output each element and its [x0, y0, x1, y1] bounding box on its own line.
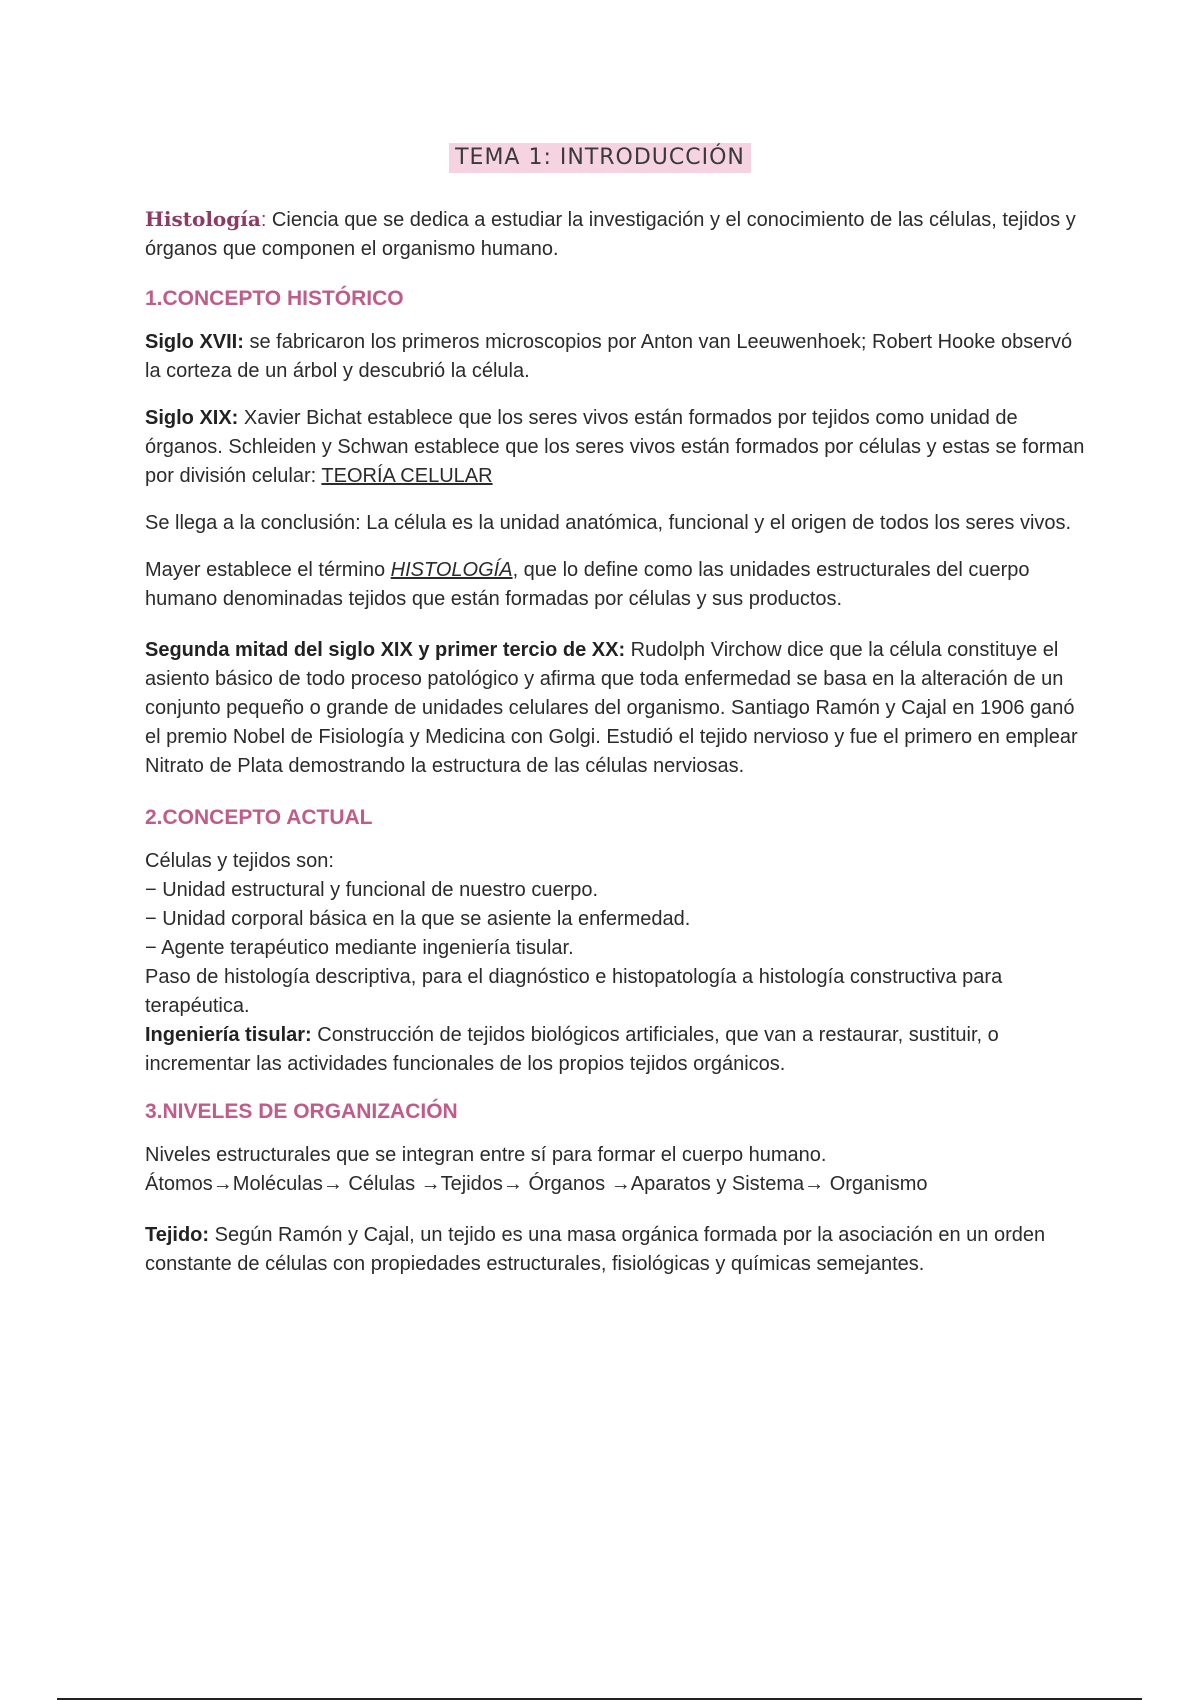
paso-text: Paso de histología descriptiva, para el diagnóstico e histopatología a histología constructiva para terapéutica. [145, 966, 1003, 1017]
conclusion-paragraph: Se llega a la conclusión: La célula es la unidad anatómica, funcional y el origen de todos los seres vivos. [145, 512, 1072, 534]
histologia-term: HISTOLOGÍA [390, 559, 513, 581]
siglo-xvii-paragraph [145, 328, 1090, 386]
section-2-heading: 2.CONCEPTO ACTUAL [145, 806, 373, 829]
intro-term: Histología [145, 207, 261, 231]
tejido-paragraph [145, 1221, 1090, 1279]
mayer-pre: Mayer establece el término [145, 559, 391, 581]
niveles-line: Niveles estructurales que se integran entre sí para formar el cuerpo humano. [145, 1144, 827, 1166]
tejido-text: Según Ramón y Cajal, un tejido es una masa orgánica formada por la asociación en un orden constante de células con propiedades estructurales, fisiológicas y químicas semejantes. [145, 1224, 1046, 1275]
list-item: − Agente terapéutico mediante ingeniería tisular. [145, 937, 574, 959]
intro-colon: : [260, 209, 267, 231]
mayer-post: , que lo define como las unidades estructurales del cuerpo humano denominadas tejidos que están formadas por células y sus productos. [145, 559, 1030, 610]
intro-paragraph [145, 205, 1090, 264]
intro-text: Ciencia que se dedica a estudiar la investigación y el conocimiento de las células, tejidos y órganos que componen el organismo humano. [145, 209, 1076, 260]
concepto-actual-block [145, 847, 1090, 1079]
siglo-xvii-text: se fabricaron los primeros microscopios por Anton van Leeuwenhoek; Robert Hooke observó la corteza de un árbol y descubrió la célula. [145, 331, 1073, 382]
ingenieria-text: Construcción de tejidos biológicos artificiales, que van a restaurar, sustituir, o incrementar las actividades funcionales de los propios tejidos orgánicos. [145, 1024, 999, 1075]
siglo-xix-label: Siglo XIX: [145, 407, 239, 429]
document-body [145, 205, 1090, 1297]
ingenieria-line [145, 1021, 1090, 1079]
title-container [0, 143, 1200, 173]
siglo-xix-paragraph [145, 404, 1090, 491]
page-title: TEMA 1: INTRODUCCIÓN [449, 143, 751, 173]
niveles-sequence: Átomos→Moléculas→ Células →Tejidos→ Órganos →Aparatos y Sistema→ Organismo [145, 1173, 928, 1195]
tejido-label: Tejido: [145, 1224, 210, 1246]
list-item: − Unidad estructural y funcional de nuestro cuerpo. [145, 879, 599, 901]
niveles-block [145, 1141, 1090, 1199]
list-item: − Unidad corporal básica en la que se asiente la enfermedad. [145, 908, 691, 930]
mayer-paragraph [145, 556, 1090, 614]
segunda-mitad-label: Segunda mitad del siglo XIX y primer tercio de XX: [145, 639, 626, 661]
virchow-paragraph [145, 636, 1090, 781]
ingenieria-label: Ingeniería tisular: [145, 1024, 312, 1046]
celulas-lead: Células y tejidos son: [145, 850, 334, 872]
siglo-xvii-label: Siglo XVII: [145, 331, 244, 353]
section-3-heading: 3.NIVELES DE ORGANIZACIÓN [145, 1100, 458, 1123]
virchow-text: Rudolph Virchow dice que la célula constituye el asiento básico de todo proceso patológico y afirma que toda enfermedad se basa en la alteración de un conjunto pequeño o grande de unidades celulares del organismo. Santiago Ramón y Cajal en 1906 ganó el premio Nobel de Fisiología y Medicina con Golgi. Estudió el tejido nervioso y fue el primero en emplear Nitrato de Plata demostrando la estructura de las células nerviosas. [145, 639, 1078, 777]
teoria-celular-link: TEORÍA CELULAR [321, 465, 493, 487]
section-1-heading: 1.CONCEPTO HISTÓRICO [145, 287, 404, 310]
siglo-xix-text: Xavier Bichat establece que los seres vivos están formados por tejidos como unidad de órganos. Schleiden y Schwan establece que los seres vivos están formados por células y estas se forman por división celular: [145, 407, 1085, 487]
